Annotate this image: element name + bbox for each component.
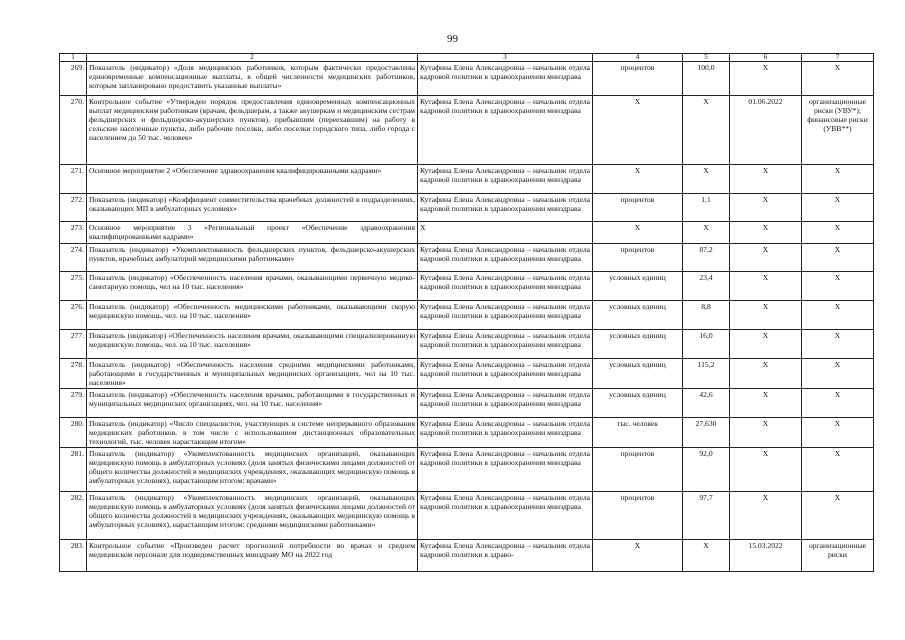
row-target-value: X — [683, 222, 730, 244]
row-risks: X — [802, 418, 874, 448]
row-number: 273. — [60, 222, 87, 244]
row-target-value: 8,8 — [683, 301, 730, 330]
row-risks: X — [802, 448, 874, 492]
row-target-value: 1,1 — [683, 194, 730, 222]
row-description: Показатель (индикатор) «Обеспеченность населения врачами, оказывающими первичную медико-санитарную помощь, чел на 10 тыс. населения» — [87, 272, 418, 301]
row-risks: X — [802, 222, 874, 244]
row-risks: X — [802, 330, 874, 359]
row-risks: X — [802, 244, 874, 272]
row-description: Показатель (индикатор) «Обеспеченность медицинскими работниками, оказывающими скорую медицинскую помощь, чел. на 10 тыс. населения» — [87, 301, 418, 330]
table-row — [60, 194, 874, 222]
row-unit: условных единиц — [593, 359, 683, 389]
row-number: 272. — [60, 194, 87, 222]
row-deadline: X — [730, 62, 802, 96]
row-responsible: Кутафина Елена Александровна – начальник отдела кадровой политики в здравоохранении минздрава — [418, 194, 593, 222]
table-row — [60, 165, 874, 194]
row-target-value: 87,2 — [683, 244, 730, 272]
row-description: Показатель (индикатор) «Обеспеченность населения врачами, работающими в государственных и муниципальных медицинских организациях, чел. на 10 тыс. населения» — [87, 389, 418, 418]
row-description: Контрольное событие «Произведен расчет прогнозной потребности во врачах и среднем медицинском персонале для подведомственных минздраву МО на 2022 год — [87, 540, 418, 572]
row-responsible: Кутафина Елена Александровна – начальник отдела кадровой политики в здравоохранении минздрава — [418, 301, 593, 330]
row-risks: X — [802, 62, 874, 96]
row-deadline: X — [730, 389, 802, 418]
row-deadline: X — [730, 272, 802, 301]
row-unit: процентов — [593, 62, 683, 96]
row-number: 281. — [60, 448, 87, 492]
row-deadline: X — [730, 301, 802, 330]
row-risks: X — [802, 165, 874, 194]
row-number: 278. — [60, 359, 87, 389]
row-number: 282. — [60, 492, 87, 540]
row-number: 277. — [60, 330, 87, 359]
row-number: 274. — [60, 244, 87, 272]
row-risks: X — [802, 359, 874, 389]
header-cell: 5 — [683, 54, 730, 62]
program-table — [59, 53, 874, 572]
row-unit: X — [593, 540, 683, 572]
table-row — [60, 448, 874, 492]
row-deadline: X — [730, 492, 802, 540]
header-cell: 3 — [418, 54, 593, 62]
header-cell: 7 — [802, 54, 874, 62]
row-description: Показатель (индикатор) «Обеспеченность населения средними медицинскими работниками, работающими в государственных и муниципальных медицинских организациях, чел на 10 тыс. населения» — [87, 359, 418, 389]
row-number: 269. — [60, 62, 87, 96]
row-responsible: Кутафина Елена Александровна – начальник отдела кадровой политики в здравоохранении минздрава — [418, 244, 593, 272]
table-row — [60, 389, 874, 418]
row-deadline: X — [730, 222, 802, 244]
row-unit: X — [593, 96, 683, 165]
row-responsible: Кутафина Елена Александровна – начальник отдела кадровой политики в здравоохранении минздрава — [418, 330, 593, 359]
row-number: 276. — [60, 301, 87, 330]
row-target-value: 42,6 — [683, 389, 730, 418]
row-target-value: X — [683, 165, 730, 194]
row-description: Показатель (индикатор) «Укомплектованность фельдшерских пунктов, фельдшерско-акушерских пунктов, врачебных амбулаторий медицинскими работниками» — [87, 244, 418, 272]
row-description: Показатель (индикатор) «Укомплектованность медицинских организаций, оказывающих медицинскую помощь в амбулаторных условиях (доля занятых физическими лицами должностей от общего количества должностей в медицинских учреждениях, оказывающих медицинскую помощь в амбулаторных условиях), нарастающим итогом: средними медицинскими работниками» — [87, 492, 418, 540]
row-number: 275. — [60, 272, 87, 301]
table-row — [60, 540, 874, 572]
row-number: 270. — [60, 96, 87, 165]
row-unit: процентов — [593, 244, 683, 272]
row-unit: условных единиц — [593, 301, 683, 330]
table-row — [60, 330, 874, 359]
row-target-value: X — [683, 96, 730, 165]
row-deadline: X — [730, 359, 802, 389]
row-unit: X — [593, 165, 683, 194]
row-responsible: Кутафина Елена Александровна – начальник отдела кадровой политики в здравоохранении минздрава — [418, 272, 593, 301]
row-unit: условных единиц — [593, 330, 683, 359]
row-responsible: Кутафина Елена Александровна – начальник отдела кадровой политики в здравоохранении минздрава — [418, 96, 593, 165]
row-deadline: X — [730, 448, 802, 492]
row-responsible: Кутафина Елена Александровна – начальник отдела кадровой политики в здравоохранении минздрава — [418, 418, 593, 448]
row-deadline: X — [730, 418, 802, 448]
row-deadline: 01.06.2022 — [730, 96, 802, 165]
table-row — [60, 492, 874, 540]
table-row — [60, 418, 874, 448]
header-cell: 1 — [60, 54, 87, 62]
row-deadline: X — [730, 244, 802, 272]
row-unit: условных единиц — [593, 272, 683, 301]
row-responsible: Кутафина Елена Александровна – начальник отдела кадровой политики в здравоохранении минздрава — [418, 492, 593, 540]
row-target-value: 23,4 — [683, 272, 730, 301]
row-responsible: Кутафина Елена Александровна – начальник отдела кадровой политики в здраво- — [418, 540, 593, 572]
row-risks: X — [802, 301, 874, 330]
row-unit: тыс. человек — [593, 418, 683, 448]
row-risks: X — [802, 194, 874, 222]
page-number: 99 — [447, 33, 458, 45]
row-deadline: X — [730, 330, 802, 359]
row-target-value: 97,7 — [683, 492, 730, 540]
row-description: Показатель (индикатор) «Коэффициент совместительства врачебных должностей в подразделениях, оказывающих МП в амбулаторных условиях» — [87, 194, 418, 222]
table-row — [60, 359, 874, 389]
row-target-value: 100,0 — [683, 62, 730, 96]
row-risks: организационные риски (УВУ*); финансовые риски (УВВ**) — [802, 96, 874, 165]
row-deadline: X — [730, 165, 802, 194]
row-responsible: Кутафина Елена Александровна – начальник отдела кадровой политики в здравоохранении минздрава — [418, 359, 593, 389]
row-unit: X — [593, 222, 683, 244]
table-row — [60, 272, 874, 301]
row-unit: процентов — [593, 194, 683, 222]
table-row — [60, 96, 874, 165]
row-number: 279. — [60, 389, 87, 418]
row-risks: X — [802, 492, 874, 540]
row-description: Показатель (индикатор) «Обеспеченность населения врачами, оказывающими специализированную медицинскую помощь, чел. на 10 тыс. населения» — [87, 330, 418, 359]
row-unit: условных единиц — [593, 389, 683, 418]
row-number: 271. — [60, 165, 87, 194]
row-responsible: X — [418, 222, 593, 244]
row-target-value: X — [683, 540, 730, 572]
row-responsible: Кутафина Елена Александровна – начальник отдела кадровой политики в здравоохранении минздрава — [418, 62, 593, 96]
row-description: Контрольное событие «Утвержден порядок предоставления единовременных компенсационных выплат медицинским работникам (врачам, фельдшерам, а также акушеркам и медицинским сестрам фельдшерских и фельдшерско-акушерских пунктов), прибывшим (переехавшим) на работу в сельские населенные пункты, либо рабочие поселки, либо поселки городского типа, либо города с населением до 50 тыс. человек» — [87, 96, 418, 165]
header-cell: 2 — [87, 54, 418, 62]
table-row — [60, 301, 874, 330]
row-risks: X — [802, 272, 874, 301]
row-description: Показатель (индикатор) «Доля медицинских работников, которым фактически предоставлены единовременные компенсационные выплаты, в общей численности медицинских работников, которым запланировано предоставить указанные выплаты» — [87, 62, 418, 96]
row-unit: процентов — [593, 448, 683, 492]
header-row — [60, 54, 874, 62]
row-deadline: X — [730, 194, 802, 222]
row-number: 283. — [60, 540, 87, 572]
table-row — [60, 244, 874, 272]
row-description: Основное мероприятие 3 «Региональный проект «Обеспечение здравоохранения квалифицированными кадрами» — [87, 222, 418, 244]
header-cell: 4 — [593, 54, 683, 62]
row-risks: организационные риски — [802, 540, 874, 572]
table-row — [60, 62, 874, 96]
row-target-value: 27,630 — [683, 418, 730, 448]
row-target-value: 92,0 — [683, 448, 730, 492]
row-deadline: 15.03.2022 — [730, 540, 802, 572]
row-responsible: Кутафина Елена Александровна – начальник отдела кадровой политики в здравоохранении минздрава — [418, 389, 593, 418]
row-responsible: Кутафина Елена Александровна – начальник отдела кадровой политики в здравоохранении минздрава — [418, 448, 593, 492]
row-description: Показатель (индикатор) «Число специалистов, участвующих в системе непрерывного образования медицинских работников, в том числе с использованием дистанционных образовательных технологий, тыс. человек нарастающим итогом» — [87, 418, 418, 448]
row-target-value: 115,2 — [683, 359, 730, 389]
table-row — [60, 222, 874, 244]
row-unit: процентов — [593, 492, 683, 540]
row-description: Основное мероприятие 2 «Обеспечение здравоохранения квалифицированными кадрами» — [87, 165, 418, 194]
row-target-value: 16,0 — [683, 330, 730, 359]
header-cell: 6 — [730, 54, 802, 62]
row-number: 280. — [60, 418, 87, 448]
row-risks: X — [802, 389, 874, 418]
row-responsible: Кутафина Елена Александровна – начальник отдела кадровой политики в здравоохранении минздрава — [418, 165, 593, 194]
table-body — [60, 54, 874, 572]
row-description: Показатель (индикатор) «Укомплектованность медицинских организаций, оказывающих медицинскую помощь в амбулаторных условиях (доля занятых физическими лицами должностей от общего количества должностей в медицинских учреждениях, оказывающих медицинскую помощь в амбулаторных условиях), нарастающим итогом: врачами» — [87, 448, 418, 492]
